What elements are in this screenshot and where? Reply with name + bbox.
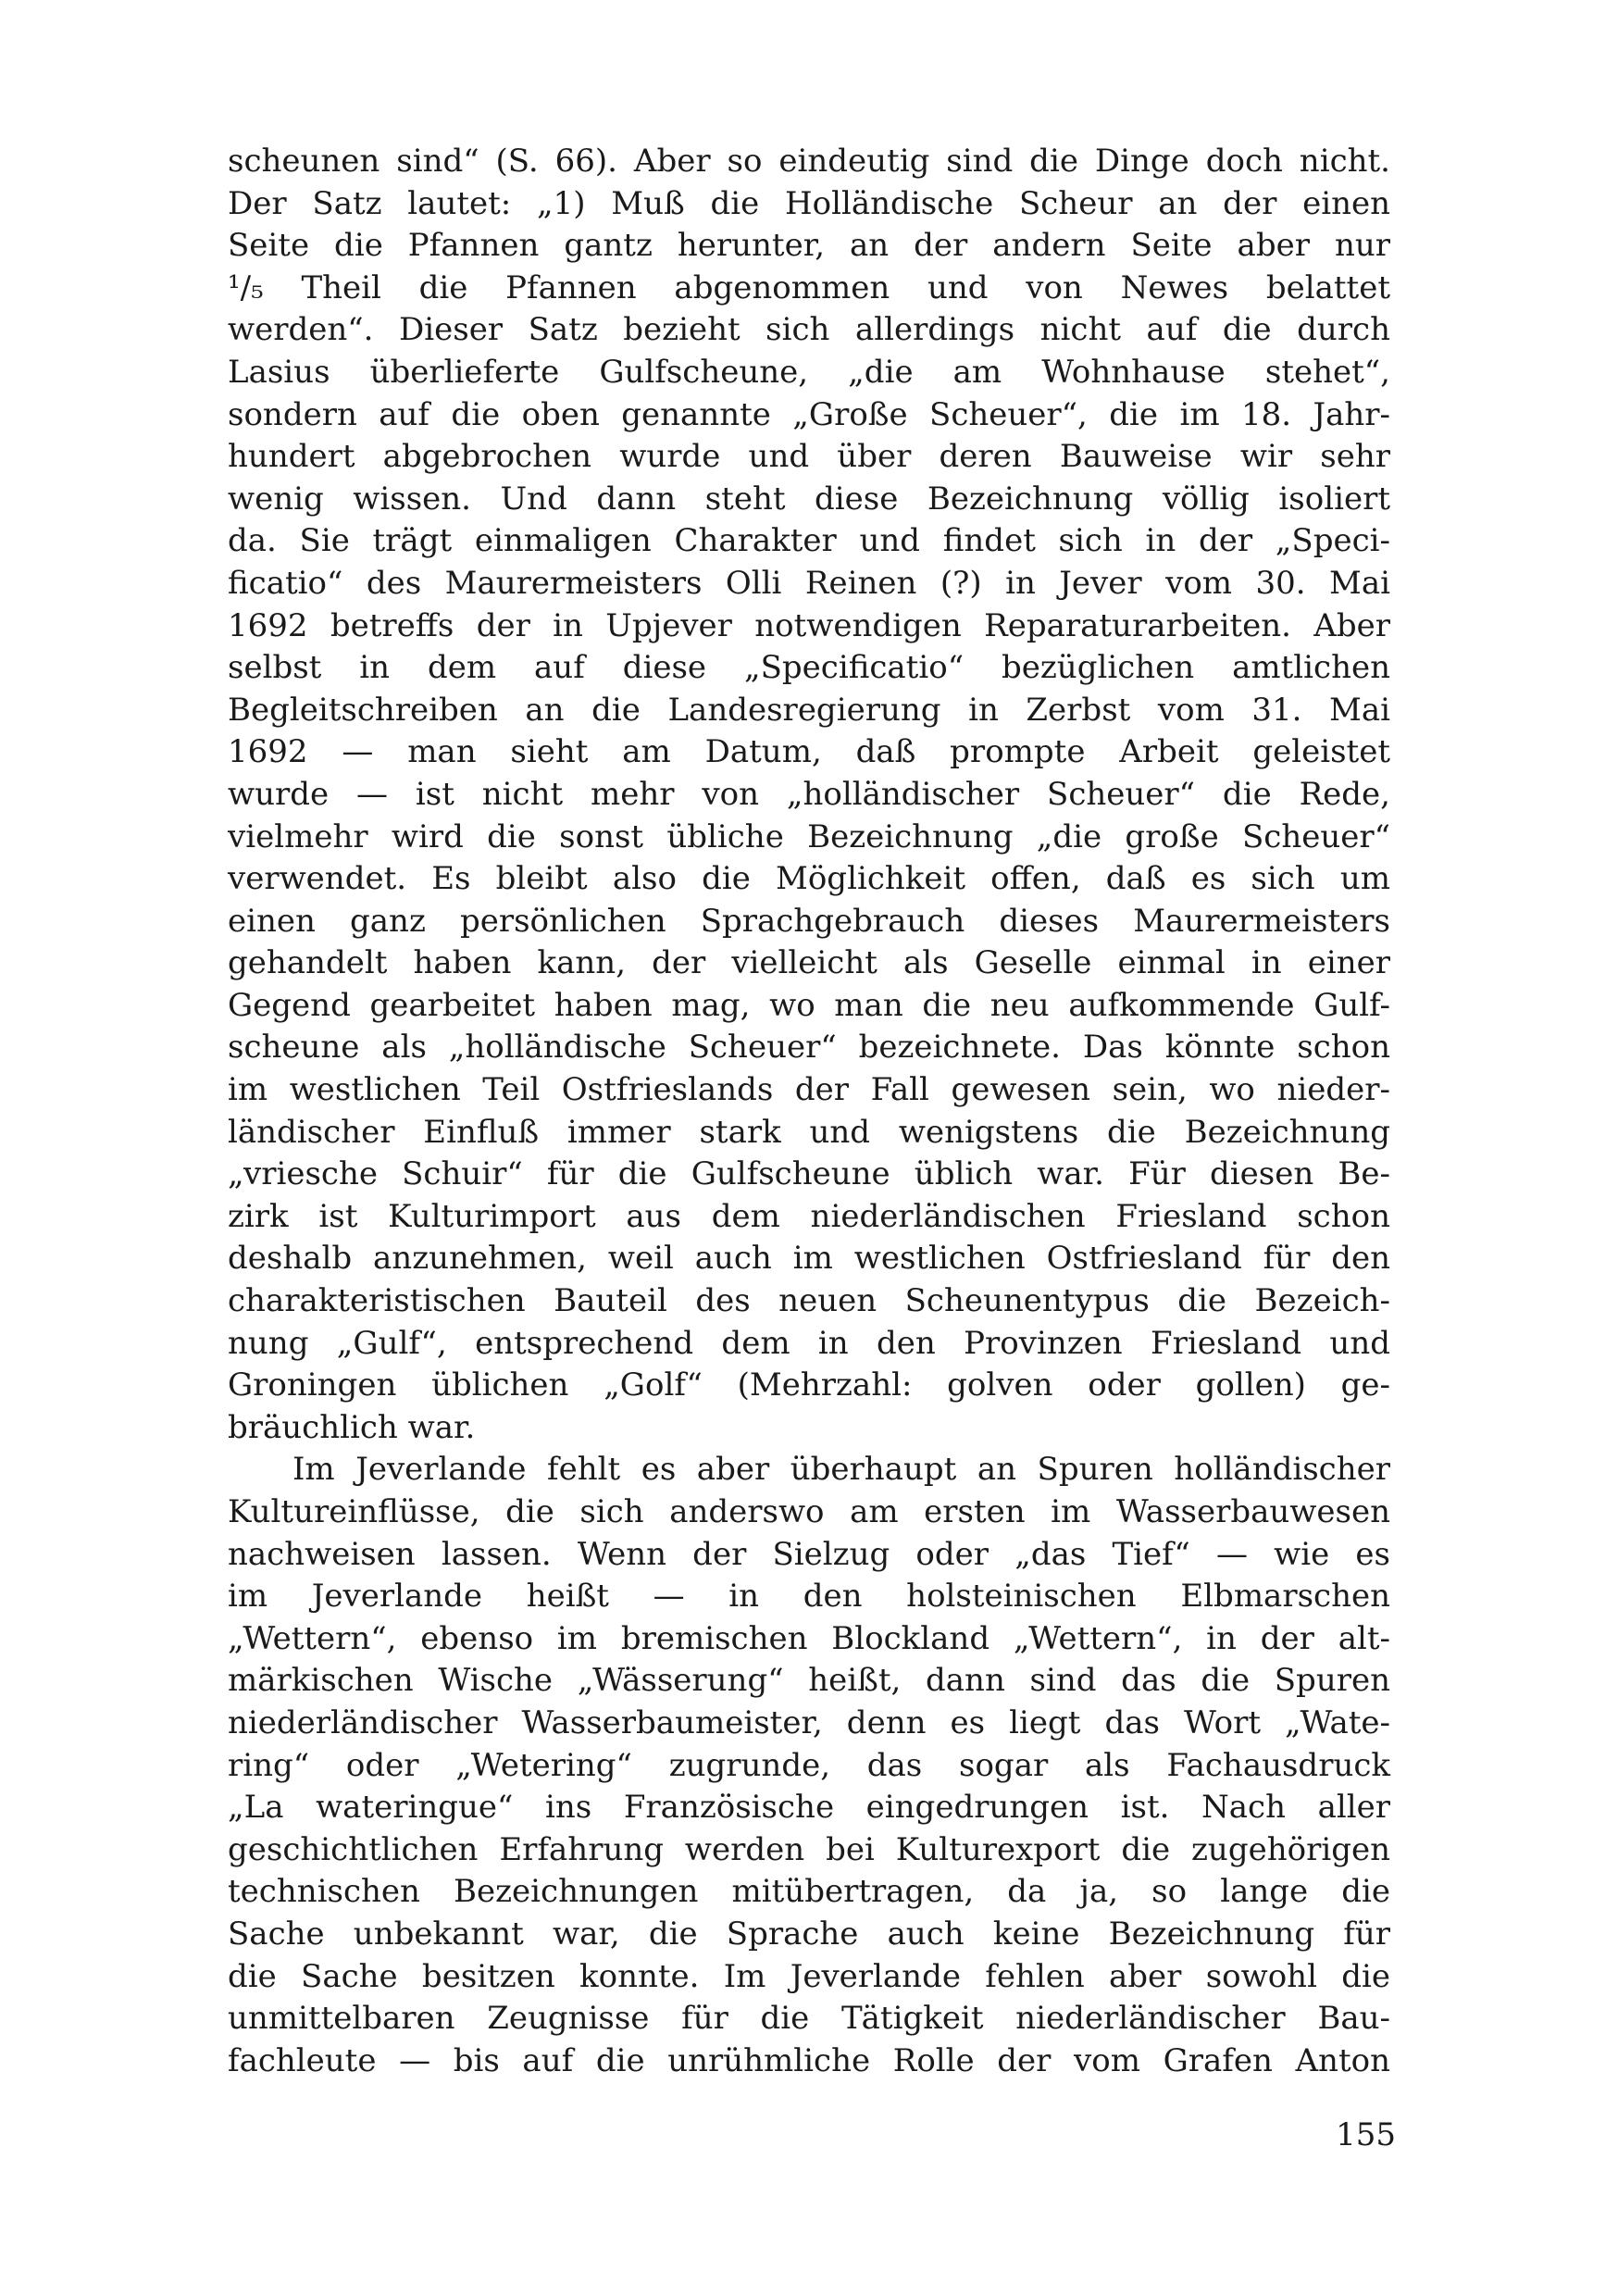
text-line: die Sache besitzen konnte. Im Jeverlande fehlen aber sowohl die (228, 1957, 1390, 1995)
text-line: unmittelbaren Zeugnisse für die Tätigkeit niederländischer Bau- (228, 2000, 1390, 2038)
text-line: niederländischer Wasserbaumeister, denn es liegt das Wort „Wate- (228, 1703, 1390, 1741)
text-line: Gegend gearbeitet haben mag, wo man die neu aufkommende Gulf- (228, 986, 1390, 1024)
text-line: „La wateringue“ ins Französische eingedrungen ist. Nach aller (228, 1789, 1390, 1827)
text-line: hundert abgebrochen wurde und über deren Bauweise wir sehr (228, 438, 1390, 476)
text-line: scheunen sind“ (S. 66). Aber so eindeutig sind die Dinge doch nicht. (228, 143, 1390, 180)
text-line: geschichtlichen Erfahrung werden bei Kulturexport die zugehörigen (228, 1830, 1390, 1868)
text-line: 1692 — man sieht am Datum, daß prompte Arbeit geleistet (228, 733, 1390, 771)
text-line: Lasius überlieferte Gulfscheune, „die am Wohnhause stehet“, (228, 353, 1390, 391)
text-line: im Jeverlande heißt — in den holsteinischen Elbmarschen (228, 1578, 1390, 1616)
text-line: Kultureinflüsse, die sich anderswo am ersten im Wasserbauwesen (228, 1493, 1390, 1530)
text-line: charakteristischen Bauteil des neuen Scheunentypus die Bezeich- (228, 1282, 1390, 1320)
text-line: gehandelt haben kann, der vielleicht als Geselle einmal in einer (228, 944, 1390, 982)
page-number: 155 (1336, 2116, 1396, 2153)
text-line: märkischen Wische „Wässerung“ heißt, dann sind das die Spuren (228, 1662, 1390, 1700)
paragraph-start-line: Im Jeverlande fehlt es aber überhaupt an Spuren holländischer (292, 1451, 1390, 1489)
text-line: ring“ oder „Wetering“ zugrunde, das sogar als Fachausdruck (228, 1746, 1390, 1784)
text-line: 1692 betreffs der in Upjever notwendigen Reparaturarbeiten. Aber (228, 606, 1390, 644)
text-line: bräuchlich war. (228, 1408, 476, 1446)
text-line: selbst in dem auf diese „Specificatio“ bezüglichen amtlichen (228, 649, 1390, 687)
text-line: wenig wissen. Und dann steht diese Bezeichnung völlig isoliert (228, 480, 1390, 518)
text-line: wurde — ist nicht mehr von „holländischer Scheuer“ die Rede, (228, 775, 1390, 813)
text-line: fachleute — bis auf die unrühmliche Rolle der vom Grafen Anton (228, 2041, 1390, 2079)
text-line: zirk ist Kulturimport aus dem niederländischen Friesland schon (228, 1197, 1390, 1235)
text-line: Groningen üblichen „Golf“ (Mehrzahl: golven oder gollen) ge- (228, 1366, 1390, 1404)
text-line: einen ganz persönlichen Sprachgebrauch dieses Maurermeisters (228, 902, 1390, 940)
body-text (228, 141, 1390, 2082)
text-line: Der Satz lautet: „1) Muß die Holländische Scheur an der einen (228, 184, 1390, 222)
text-line: Sache unbekannt war, die Sprache auch keine Bezeichnung für (228, 1915, 1390, 1953)
text-line: nung „Gulf“, entsprechend dem in den Provinzen Friesland und (228, 1324, 1390, 1362)
text-line: sondern auf die oben genannte „Große Scheuer“, die im 18. Jahr- (228, 395, 1390, 433)
text-line: „vriesche Schuir“ für die Gulfscheune üblich war. Für diesen Be- (228, 1155, 1390, 1193)
text-line: verwendet. Es bleibt also die Möglichkeit offen, daß es sich um (228, 860, 1390, 898)
text-line: technischen Bezeichnungen mitübertragen, da ja, so lange die (228, 1873, 1390, 1911)
text-line: Seite die Pfannen gantz herunter, an der andern Seite aber nur (228, 227, 1390, 265)
text-line: da. Sie trägt einmaligen Charakter und findet sich in der „Speci- (228, 522, 1390, 560)
text-line: Begleitschreiben an die Landesregierung in Zerbst vom 31. Mai (228, 691, 1390, 729)
text-line: scheune als „holländische Scheuer“ bezeichnete. Das könnte schon (228, 1029, 1390, 1067)
text-line: vielmehr wird die sonst übliche Bezeichnung „die große Scheuer“ (228, 817, 1390, 855)
text-line: werden“. Dieser Satz bezieht sich allerdings nicht auf die durch (228, 311, 1390, 349)
text-line: im westlichen Teil Ostfrieslands der Fall gewesen sein, wo nieder- (228, 1071, 1390, 1109)
text-line: deshalb anzunehmen, weil auch im westlichen Ostfriesland für den (228, 1240, 1390, 1278)
text-line: ¹/₅ Theil die Pfannen abgenommen und von Newes belattet (228, 268, 1390, 306)
text-line: ficatio“ des Maurermeisters Olli Reinen (?) in Jever vom 30. Mai (228, 564, 1390, 602)
text-line: „Wettern“, ebenso im bremischen Blockland „Wettern“, in der alt- (228, 1619, 1390, 1657)
text-line: nachweisen lassen. Wenn der Sielzug oder „das Tief“ — wie es (228, 1535, 1390, 1573)
text-line: ländischer Einfluß immer stark und wenigstens die Bezeichnung (228, 1113, 1390, 1151)
